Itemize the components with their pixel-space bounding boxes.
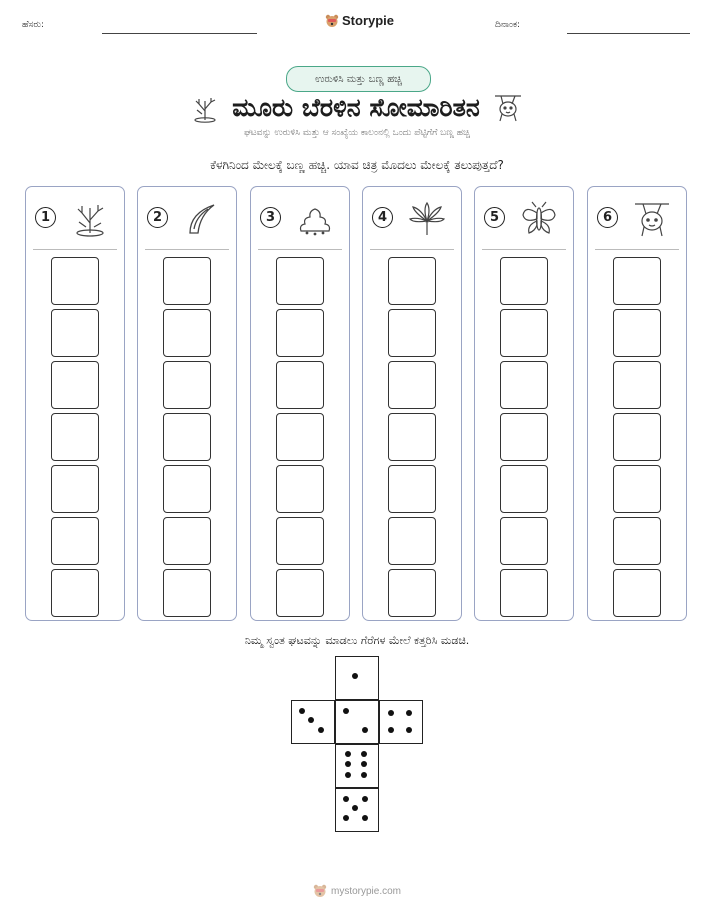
column-number: 2 <box>147 207 168 228</box>
dice-pip <box>299 708 305 714</box>
color-box[interactable] <box>388 257 436 305</box>
dice-pip <box>362 815 368 821</box>
column-5 <box>474 186 574 621</box>
dice-pip <box>343 815 349 821</box>
dice-pip <box>345 761 351 767</box>
coral-icon <box>70 199 110 239</box>
column-number: 4 <box>372 207 393 228</box>
page-subtitle: ಘಟವನ್ನು ಉರುಳಿಸಿ ಮತ್ತು ಆ ಸಂಖ್ಯೆಯ ಕಾಲಂನಲ್ಲಿ ಒಂದು ಪೆಟ್ಟಿಗೆಗೆ ಬಣ್ಣ ಹಚ್ಚಿ <box>244 128 470 138</box>
column-number: 3 <box>260 207 281 228</box>
color-box[interactable] <box>500 465 548 513</box>
color-box[interactable] <box>388 569 436 617</box>
column-number: 1 <box>35 207 56 228</box>
color-box[interactable] <box>51 361 99 409</box>
dice-face-1 <box>335 656 379 700</box>
color-box[interactable] <box>500 517 548 565</box>
dice-pip <box>343 708 349 714</box>
poop-icon <box>295 199 335 239</box>
color-box[interactable] <box>613 413 661 461</box>
color-box[interactable] <box>613 569 661 617</box>
color-box[interactable] <box>500 309 548 357</box>
column-divider <box>145 249 229 250</box>
title-row <box>0 90 714 126</box>
color-box[interactable] <box>163 517 211 565</box>
cut-fold-instruction: ನಿಮ್ಮ ಸ್ವಂತ ಘಟವನ್ನು ಮಾಡಲು ಗೆರೆಗಳ ಮೇಲೆ ಕತ್ತರಿಸಿ ಮಡಚಿ. <box>244 634 470 647</box>
dice-pip <box>406 710 412 716</box>
column-divider <box>33 249 117 250</box>
column-number: 6 <box>597 207 618 228</box>
color-box[interactable] <box>163 361 211 409</box>
brand-logo <box>325 13 394 28</box>
bear-logo-icon <box>325 14 339 28</box>
dice-face-6 <box>335 744 379 788</box>
sloth-icon <box>492 92 524 124</box>
color-box[interactable] <box>388 465 436 513</box>
column-divider <box>482 249 566 250</box>
activity-tag: ಉರುಳಿಸಿ ಮತ್ತು ಬಣ್ಣ ಹಚ್ಚಿ <box>286 66 431 92</box>
column-1 <box>25 186 125 621</box>
color-box[interactable] <box>500 413 548 461</box>
column-divider <box>370 249 454 250</box>
color-box[interactable] <box>613 309 661 357</box>
color-box[interactable] <box>163 465 211 513</box>
color-box[interactable] <box>51 413 99 461</box>
color-box[interactable] <box>163 413 211 461</box>
column-header <box>475 197 573 241</box>
color-box[interactable] <box>388 309 436 357</box>
dice-pip <box>318 727 324 733</box>
color-box[interactable] <box>276 465 324 513</box>
dice-pip <box>388 727 394 733</box>
color-box[interactable] <box>613 465 661 513</box>
dice-pip <box>345 772 351 778</box>
column-3 <box>250 186 350 621</box>
dice-pip <box>352 805 358 811</box>
color-box[interactable] <box>276 309 324 357</box>
color-box[interactable] <box>276 517 324 565</box>
color-box[interactable] <box>163 257 211 305</box>
dice-pip <box>343 796 349 802</box>
color-box[interactable] <box>388 361 436 409</box>
dice-pip <box>361 761 367 767</box>
dice-pip <box>362 796 368 802</box>
color-box[interactable] <box>500 361 548 409</box>
color-box[interactable] <box>500 569 548 617</box>
color-box[interactable] <box>388 517 436 565</box>
bear-logo-icon <box>313 884 327 898</box>
color-box[interactable] <box>163 309 211 357</box>
color-box[interactable] <box>276 257 324 305</box>
color-box[interactable] <box>613 517 661 565</box>
color-box[interactable] <box>388 413 436 461</box>
date-line <box>567 33 690 34</box>
page-title: ಮೂರು ಬೆರಳಿನ ಸೋಮಾರಿತನ <box>232 93 480 122</box>
color-box[interactable] <box>276 361 324 409</box>
color-box[interactable] <box>51 309 99 357</box>
column-header <box>26 197 124 241</box>
column-divider <box>595 249 679 250</box>
brand-name: Storypie <box>342 13 395 28</box>
column-header <box>138 197 236 241</box>
name-label: ಹೆಸರು: <box>22 20 45 30</box>
name-line <box>102 33 257 34</box>
column-2 <box>137 186 237 621</box>
dice-face-4 <box>379 700 423 744</box>
color-box[interactable] <box>51 569 99 617</box>
color-box[interactable] <box>613 361 661 409</box>
column-header <box>363 197 461 241</box>
dice-face-5 <box>335 788 379 832</box>
column-6 <box>587 186 687 621</box>
leaf-icon <box>407 199 447 239</box>
color-box[interactable] <box>276 413 324 461</box>
dice-pip <box>308 717 314 723</box>
column-header <box>251 197 349 241</box>
column-header <box>588 197 686 241</box>
column-divider <box>258 249 342 250</box>
dice-pip <box>361 772 367 778</box>
dice-pip <box>388 710 394 716</box>
color-box[interactable] <box>276 569 324 617</box>
dice-face-3 <box>291 700 335 744</box>
footer <box>0 884 714 898</box>
color-box[interactable] <box>51 257 99 305</box>
color-box[interactable] <box>500 257 548 305</box>
dice-pip <box>361 751 367 757</box>
color-box[interactable] <box>51 465 99 513</box>
color-box[interactable] <box>613 257 661 305</box>
color-box[interactable] <box>51 517 99 565</box>
claw-icon <box>182 199 222 239</box>
date-label: ದಿನಾಂಕ: <box>495 20 521 30</box>
moth-icon <box>519 199 559 239</box>
color-box[interactable] <box>163 569 211 617</box>
question-text: ಕೆಳಗಿನಿಂದ ಮೇಲಕ್ಕೆ ಬಣ್ಣ ಹಚ್ಚಿ. ಯಾವ ಚಿತ್ರ ಮೊದಲು ಮೇಲಕ್ಕೆ ತಲುಪುತ್ತದೆ? <box>210 158 504 172</box>
footer-url[interactable]: mystorypie.com <box>330 885 401 897</box>
column-4 <box>362 186 462 621</box>
dice-pip <box>345 751 351 757</box>
dice-pip <box>362 727 368 733</box>
column-number: 5 <box>484 207 505 228</box>
dice-face-2 <box>335 700 379 744</box>
dice-pip <box>406 727 412 733</box>
dice-pip <box>352 673 358 679</box>
coral-icon <box>190 93 220 123</box>
sloth-icon <box>632 199 672 239</box>
